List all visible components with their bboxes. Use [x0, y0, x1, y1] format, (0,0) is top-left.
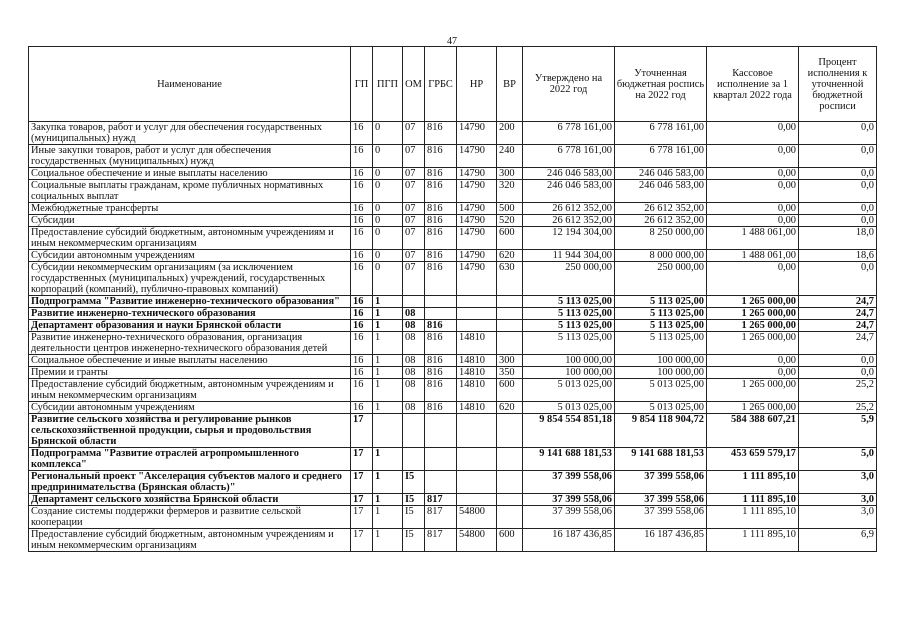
cell-approved: 246 046 583,00: [523, 180, 615, 203]
header-name: Наименование: [29, 47, 351, 122]
cell-refined: 5 113 025,00: [615, 308, 707, 320]
cell-om: 08: [403, 308, 425, 320]
cell-name: Развитие инженерно-технического образования: [29, 308, 351, 320]
table-row: [29, 145, 877, 168]
cell-ppgp: 0: [373, 262, 403, 296]
cell-approved: 37 399 558,06: [523, 506, 615, 529]
cell-gp: 17: [351, 414, 373, 448]
cell-np: 14810: [457, 402, 497, 414]
header-gp: ГП: [351, 47, 373, 122]
cell-vr: [497, 414, 523, 448]
cell-np: 14790: [457, 262, 497, 296]
cell-vr: 620: [497, 250, 523, 262]
cell-np: 14810: [457, 332, 497, 355]
cell-ppgp: 0: [373, 215, 403, 227]
cell-om: 07: [403, 168, 425, 180]
table-row: [29, 203, 877, 215]
cell-refined: 5 113 025,00: [615, 320, 707, 332]
cell-om: 07: [403, 250, 425, 262]
cell-vr: 630: [497, 262, 523, 296]
cell-gp: 16: [351, 320, 373, 332]
cell-gp: 16: [351, 308, 373, 320]
cell-om: I5: [403, 471, 425, 494]
cell-grbs: [425, 308, 457, 320]
cell-np: [457, 320, 497, 332]
cell-gp: 16: [351, 355, 373, 367]
cell-np: 14790: [457, 203, 497, 215]
cell-ppgp: 0: [373, 250, 403, 262]
cell-grbs: 817: [425, 494, 457, 506]
cell-om: 08: [403, 355, 425, 367]
cell-ppgp: 1: [373, 355, 403, 367]
cell-om: 08: [403, 332, 425, 355]
cell-om: 08: [403, 379, 425, 402]
cell-gp: 17: [351, 494, 373, 506]
cell-percent: 0,0: [799, 367, 877, 379]
table-row: [29, 494, 877, 506]
cell-ppgp: 1: [373, 320, 403, 332]
cell-np: 54800: [457, 506, 497, 529]
cell-percent: 25,2: [799, 402, 877, 414]
cell-om: 08: [403, 367, 425, 379]
cell-om: [403, 296, 425, 308]
cell-ppgp: 1: [373, 367, 403, 379]
page-number: 47: [447, 36, 457, 47]
cell-refined: 5 113 025,00: [615, 332, 707, 355]
cell-name: Субсидии автономным учреждениям: [29, 402, 351, 414]
cell-np: 14790: [457, 227, 497, 250]
cell-name: Предоставление субсидий бюджетным, автономным учреждениям и иным некоммерческим организациям: [29, 227, 351, 250]
cell-cash: 0,00: [707, 180, 799, 203]
cell-grbs: 816: [425, 379, 457, 402]
cell-cash: 0,00: [707, 262, 799, 296]
cell-ppgp: 0: [373, 180, 403, 203]
cell-percent: 3,0: [799, 506, 877, 529]
cell-np: [457, 296, 497, 308]
cell-grbs: 816: [425, 355, 457, 367]
table-row: [29, 250, 877, 262]
cell-percent: 0,0: [799, 215, 877, 227]
header-om: ОМ: [403, 47, 425, 122]
cell-grbs: 816: [425, 122, 457, 145]
cell-name: Социальное обеспечение и иные выплаты населению: [29, 168, 351, 180]
cell-cash: 1 265 000,00: [707, 296, 799, 308]
header-grbs: ГРБС: [425, 47, 457, 122]
cell-grbs: [425, 296, 457, 308]
cell-ppgp: [373, 414, 403, 448]
cell-gp: 16: [351, 180, 373, 203]
cell-approved: 5 113 025,00: [523, 332, 615, 355]
cell-name: Субсидии: [29, 215, 351, 227]
cell-percent: 0,0: [799, 355, 877, 367]
cell-np: 54800: [457, 529, 497, 552]
cell-name: Субсидии автономным учреждениям: [29, 250, 351, 262]
cell-percent: 0,0: [799, 180, 877, 203]
cell-om: 07: [403, 122, 425, 145]
cell-gp: 17: [351, 448, 373, 471]
table-row: [29, 506, 877, 529]
cell-ppgp: 0: [373, 145, 403, 168]
cell-percent: 0,0: [799, 203, 877, 215]
cell-np: 14810: [457, 367, 497, 379]
cell-vr: 240: [497, 145, 523, 168]
cell-np: 14810: [457, 355, 497, 367]
cell-cash: 0,00: [707, 122, 799, 145]
cell-grbs: [425, 448, 457, 471]
table-row: [29, 448, 877, 471]
cell-cash: 1 265 000,00: [707, 402, 799, 414]
cell-name: Развитие инженерно-технического образования, организация деятельности центров инженерно-технического образования детей: [29, 332, 351, 355]
cell-percent: 0,0: [799, 262, 877, 296]
cell-cash: 1 265 000,00: [707, 332, 799, 355]
table-row: [29, 296, 877, 308]
cell-grbs: 816: [425, 203, 457, 215]
cell-np: 14790: [457, 250, 497, 262]
cell-approved: 26 612 352,00: [523, 203, 615, 215]
cell-refined: 6 778 161,00: [615, 145, 707, 168]
table-row: [29, 180, 877, 203]
table-row: [29, 168, 877, 180]
cell-approved: 5 113 025,00: [523, 320, 615, 332]
cell-om: 07: [403, 215, 425, 227]
cell-refined: 9 141 688 181,53: [615, 448, 707, 471]
cell-grbs: [425, 414, 457, 448]
header-approved: Утверждено на 2022 год: [523, 47, 615, 122]
cell-vr: [497, 471, 523, 494]
cell-percent: 6,9: [799, 529, 877, 552]
cell-cash: 1 111 895,10: [707, 471, 799, 494]
cell-refined: 26 612 352,00: [615, 215, 707, 227]
cell-cash: 1 265 000,00: [707, 379, 799, 402]
cell-approved: 37 399 558,06: [523, 471, 615, 494]
cell-om: I5: [403, 506, 425, 529]
cell-approved: 37 399 558,06: [523, 494, 615, 506]
table-row: [29, 367, 877, 379]
cell-refined: 6 778 161,00: [615, 122, 707, 145]
cell-name: Закупка товаров, работ и услуг для обеспечения государственных (муниципальных) нужд: [29, 122, 351, 145]
cell-approved: 9 854 554 851,18: [523, 414, 615, 448]
cell-vr: 300: [497, 168, 523, 180]
table-row: [29, 262, 877, 296]
cell-om: 07: [403, 227, 425, 250]
cell-gp: 16: [351, 379, 373, 402]
cell-om: 08: [403, 402, 425, 414]
cell-vr: [497, 308, 523, 320]
table-row: [29, 529, 877, 552]
cell-percent: 3,0: [799, 471, 877, 494]
cell-ppgp: 1: [373, 308, 403, 320]
cell-grbs: 816: [425, 402, 457, 414]
cell-om: 07: [403, 180, 425, 203]
cell-gp: 16: [351, 332, 373, 355]
cell-np: [457, 494, 497, 506]
cell-om: I5: [403, 494, 425, 506]
cell-refined: 37 399 558,06: [615, 494, 707, 506]
cell-refined: 37 399 558,06: [615, 471, 707, 494]
header-cash: Кассовое исполнение за 1 квартал 2022 года: [707, 47, 799, 122]
cell-vr: 300: [497, 355, 523, 367]
cell-vr: [497, 448, 523, 471]
cell-approved: 100 000,00: [523, 367, 615, 379]
cell-ppgp: 0: [373, 168, 403, 180]
cell-approved: 5 113 025,00: [523, 296, 615, 308]
cell-name: Развитие сельского хозяйства и регулирование рынков сельскохозяйственной продукции, сырья и продовольствия Брянской области: [29, 414, 351, 448]
cell-name: Иные закупки товаров, работ и услуг для обеспечения государственных (муниципальных) нужд: [29, 145, 351, 168]
cell-grbs: 816: [425, 180, 457, 203]
cell-np: [457, 471, 497, 494]
table-row: [29, 320, 877, 332]
table-row: [29, 308, 877, 320]
table-row: [29, 414, 877, 448]
cell-name: Межбюджетные трансферты: [29, 203, 351, 215]
cell-gp: 17: [351, 506, 373, 529]
header-vr: ВР: [497, 47, 523, 122]
cell-vr: 600: [497, 227, 523, 250]
table-row: [29, 215, 877, 227]
cell-gp: 16: [351, 168, 373, 180]
cell-ppgp: 1: [373, 506, 403, 529]
cell-om: 07: [403, 262, 425, 296]
cell-vr: [497, 506, 523, 529]
table-body: [29, 122, 877, 552]
cell-np: 14790: [457, 168, 497, 180]
cell-grbs: [425, 471, 457, 494]
cell-refined: 16 187 436,85: [615, 529, 707, 552]
cell-approved: 5 113 025,00: [523, 308, 615, 320]
cell-ppgp: 0: [373, 203, 403, 215]
cell-name: Предоставление субсидий бюджетным, автономным учреждениям и иным некоммерческим организациям: [29, 379, 351, 402]
cell-cash: 1 111 895,10: [707, 529, 799, 552]
cell-cash: 1 265 000,00: [707, 308, 799, 320]
cell-om: I5: [403, 529, 425, 552]
cell-grbs: 816: [425, 262, 457, 296]
cell-om: 07: [403, 203, 425, 215]
cell-vr: 600: [497, 379, 523, 402]
cell-gp: 16: [351, 402, 373, 414]
cell-cash: 0,00: [707, 367, 799, 379]
cell-percent: 18,0: [799, 227, 877, 250]
cell-ppgp: 1: [373, 379, 403, 402]
cell-approved: 250 000,00: [523, 262, 615, 296]
cell-vr: [497, 320, 523, 332]
header-ppgp: ПГП: [373, 47, 403, 122]
cell-np: [457, 448, 497, 471]
table-row: [29, 471, 877, 494]
cell-percent: 5,0: [799, 448, 877, 471]
cell-name: Социальное обеспечение и иные выплаты населению: [29, 355, 351, 367]
cell-approved: 6 778 161,00: [523, 145, 615, 168]
cell-om: 08: [403, 320, 425, 332]
cell-cash: 1 265 000,00: [707, 320, 799, 332]
cell-grbs: 816: [425, 332, 457, 355]
cell-np: [457, 414, 497, 448]
table-row: [29, 355, 877, 367]
table-row: [29, 332, 877, 355]
cell-ppgp: 1: [373, 332, 403, 355]
cell-ppgp: 1: [373, 296, 403, 308]
cell-name: Подпрограмма "Развитие отраслей агропромышленного комплекса": [29, 448, 351, 471]
cell-approved: 5 013 025,00: [523, 402, 615, 414]
cell-name: Субсидии некоммерческим организациям (за исключением государственных (муниципальных) учреждений, государственных корпораций (компаний), публично-правовых компаний): [29, 262, 351, 296]
cell-vr: 200: [497, 122, 523, 145]
cell-om: 07: [403, 145, 425, 168]
cell-approved: 6 778 161,00: [523, 122, 615, 145]
header-row: [29, 47, 877, 122]
cell-vr: [497, 332, 523, 355]
cell-gp: 16: [351, 367, 373, 379]
cell-grbs: 816: [425, 168, 457, 180]
cell-cash: 1 488 061,00: [707, 250, 799, 262]
cell-ppgp: 0: [373, 122, 403, 145]
cell-percent: 24,7: [799, 320, 877, 332]
cell-ppgp: 0: [373, 227, 403, 250]
cell-grbs: 816: [425, 250, 457, 262]
cell-np: [457, 308, 497, 320]
cell-np: 14790: [457, 180, 497, 203]
cell-name: Региональный проект "Акселерация субъектов малого и среднего предпринимательства (Брянская область)": [29, 471, 351, 494]
cell-refined: 246 046 583,00: [615, 180, 707, 203]
cell-name: Департамент образования и науки Брянской области: [29, 320, 351, 332]
cell-cash: 0,00: [707, 203, 799, 215]
cell-percent: 24,7: [799, 308, 877, 320]
cell-ppgp: 1: [373, 494, 403, 506]
cell-percent: 0,0: [799, 168, 877, 180]
cell-refined: 250 000,00: [615, 262, 707, 296]
cell-name: Создание системы поддержки фермеров и развитие сельской кооперации: [29, 506, 351, 529]
cell-cash: 0,00: [707, 168, 799, 180]
cell-refined: 8 000 000,00: [615, 250, 707, 262]
cell-percent: 25,2: [799, 379, 877, 402]
table-row: [29, 122, 877, 145]
table-row: [29, 379, 877, 402]
cell-gp: 16: [351, 262, 373, 296]
cell-grbs: 816: [425, 215, 457, 227]
cell-approved: 100 000,00: [523, 355, 615, 367]
cell-cash: 1 488 061,00: [707, 227, 799, 250]
cell-gp: 16: [351, 145, 373, 168]
cell-refined: 100 000,00: [615, 355, 707, 367]
cell-percent: 3,0: [799, 494, 877, 506]
cell-gp: 16: [351, 250, 373, 262]
cell-cash: 453 659 579,17: [707, 448, 799, 471]
cell-refined: 5 013 025,00: [615, 402, 707, 414]
cell-grbs: 817: [425, 529, 457, 552]
cell-grbs: 816: [425, 367, 457, 379]
header-percent: Процент исполнения к уточненной бюджетной росписи: [799, 47, 877, 122]
cell-approved: 246 046 583,00: [523, 168, 615, 180]
cell-approved: 16 187 436,85: [523, 529, 615, 552]
cell-percent: 0,0: [799, 122, 877, 145]
cell-refined: 37 399 558,06: [615, 506, 707, 529]
cell-approved: 11 944 304,00: [523, 250, 615, 262]
header-refined: Уточненная бюджетная роспись на 2022 год: [615, 47, 707, 122]
cell-approved: 12 194 304,00: [523, 227, 615, 250]
cell-percent: 24,7: [799, 296, 877, 308]
cell-om: [403, 448, 425, 471]
cell-gp: 17: [351, 529, 373, 552]
cell-np: 14790: [457, 122, 497, 145]
cell-refined: 100 000,00: [615, 367, 707, 379]
cell-refined: 8 250 000,00: [615, 227, 707, 250]
cell-vr: [497, 296, 523, 308]
cell-om: [403, 414, 425, 448]
cell-grbs: 816: [425, 227, 457, 250]
cell-np: 14790: [457, 215, 497, 227]
cell-approved: 26 612 352,00: [523, 215, 615, 227]
cell-refined: 9 854 118 904,72: [615, 414, 707, 448]
cell-ppgp: 1: [373, 402, 403, 414]
cell-gp: 16: [351, 203, 373, 215]
cell-vr: 600: [497, 529, 523, 552]
cell-name: Департамент сельского хозяйства Брянской области: [29, 494, 351, 506]
cell-grbs: 816: [425, 145, 457, 168]
cell-gp: 17: [351, 471, 373, 494]
cell-refined: 26 612 352,00: [615, 203, 707, 215]
cell-cash: 1 111 895,10: [707, 494, 799, 506]
cell-approved: 9 141 688 181,53: [523, 448, 615, 471]
cell-np: 14790: [457, 145, 497, 168]
cell-refined: 5 013 025,00: [615, 379, 707, 402]
cell-vr: [497, 494, 523, 506]
cell-name: Подпрограмма "Развитие инженерно-технического образования": [29, 296, 351, 308]
cell-cash: 0,00: [707, 215, 799, 227]
cell-name: Предоставление субсидий бюджетным, автономным учреждениям и иным некоммерческим организациям: [29, 529, 351, 552]
cell-ppgp: 1: [373, 529, 403, 552]
cell-cash: 1 111 895,10: [707, 506, 799, 529]
table-row: [29, 402, 877, 414]
cell-gp: 16: [351, 215, 373, 227]
cell-percent: 18,6: [799, 250, 877, 262]
cell-gp: 16: [351, 296, 373, 308]
cell-percent: 0,0: [799, 145, 877, 168]
cell-vr: 620: [497, 402, 523, 414]
cell-vr: 500: [497, 203, 523, 215]
cell-ppgp: 1: [373, 448, 403, 471]
cell-vr: 320: [497, 180, 523, 203]
cell-name: Премии и гранты: [29, 367, 351, 379]
cell-cash: 0,00: [707, 355, 799, 367]
cell-grbs: 816: [425, 320, 457, 332]
cell-name: Социальные выплаты гражданам, кроме публичных нормативных социальных выплат: [29, 180, 351, 203]
cell-approved: 5 013 025,00: [523, 379, 615, 402]
cell-refined: 5 113 025,00: [615, 296, 707, 308]
cell-refined: 246 046 583,00: [615, 168, 707, 180]
cell-vr: 520: [497, 215, 523, 227]
header-np: НР: [457, 47, 497, 122]
cell-grbs: 817: [425, 506, 457, 529]
cell-gp: 16: [351, 122, 373, 145]
cell-percent: 24,7: [799, 332, 877, 355]
cell-percent: 5,9: [799, 414, 877, 448]
cell-gp: 16: [351, 227, 373, 250]
table-row: [29, 227, 877, 250]
cell-vr: 350: [497, 367, 523, 379]
cell-np: 14810: [457, 379, 497, 402]
cell-cash: 0,00: [707, 145, 799, 168]
budget-execution-table: [28, 46, 877, 552]
cell-cash: 584 388 607,21: [707, 414, 799, 448]
cell-ppgp: 1: [373, 471, 403, 494]
